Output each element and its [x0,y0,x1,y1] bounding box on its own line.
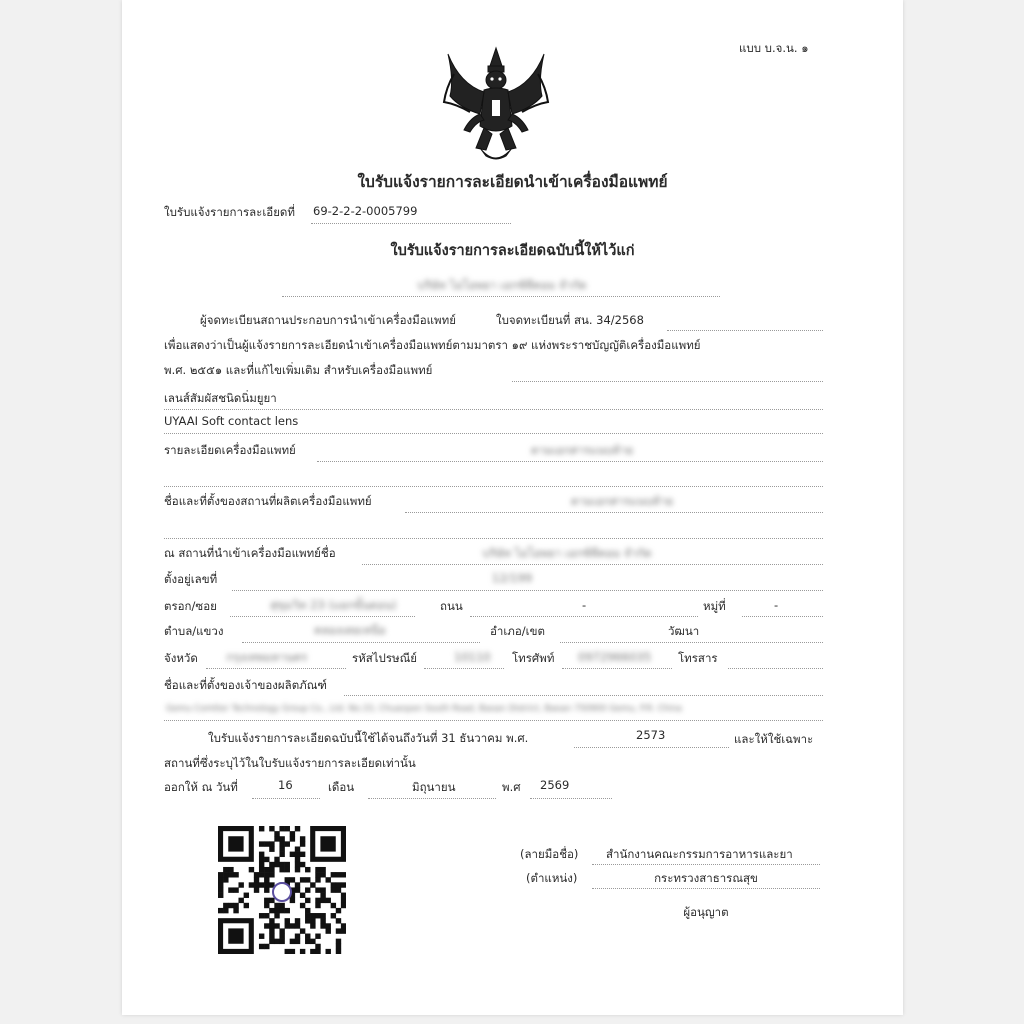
validity-line-2: สถานที่ซึ่งระบุไว้ในใบรับแจ้งรายการละเอียดเท่านั้น [164,756,416,770]
manufacturer-label: ชื่อและที่ตั้งของสถานที่ผลิตเครื่องมือแพทย์ [164,494,372,508]
district-value: วัฒนา [668,624,700,638]
license-number: ใบจดทะเบียนที่ สน. 34/2568 [496,313,644,327]
recipient-name: บริษัท ไอโอพยา เอกซ์พีคอม จำกัด [417,278,587,292]
subdistrict-label: ตำบล/แขวง [164,624,224,638]
province-label: จังหวัด [164,651,198,665]
ref-label: ใบรับแจ้งรายการละเอียดที่ [164,205,295,219]
import-site-value: บริษัท ไอโอพยา เอกซ์พีคอม จำกัด [482,546,652,560]
dotted-line [562,668,672,669]
month-label: เดือน [328,780,355,794]
road-value: - [582,598,587,612]
device-name: UYAAI Soft contact lens [164,414,299,428]
dotted-line [470,616,698,617]
dotted-line [574,747,729,748]
district-label: อำเภอ/เขต [490,624,545,638]
lane-label: ตรอก/ซอย [164,599,217,613]
dotted-line [742,616,823,617]
license-intro: ผู้จดทะเบียนสถานประกอบการนำเข้าเครื่องมือแพทย์ [200,313,456,327]
dotted-line [560,642,823,643]
import-site-label: ณ สถานที่นำเข้าเครื่องมือแพทย์ชื่อ [164,546,336,560]
dotted-line [206,668,346,669]
validity-text: ใบรับแจ้งรายการละเอียดฉบับนี้ใช้ได้จนถึงวันที่ 31 ธันวาคม พ.ศ. [208,731,529,745]
phone-value: 0972966035 [578,650,652,664]
dotted-line [344,695,823,696]
dotted-line [512,381,823,382]
position-label: (ตำแหน่ง) [526,871,578,885]
dotted-line [317,461,823,462]
moo-value: - [774,598,779,612]
postcode-value: 10110 [454,650,491,664]
dotted-line [232,590,823,591]
details-label: รายละเอียดเครื่องมือแพทย์ [164,443,296,457]
dotted-line [728,668,823,669]
ref-value: 69-2-2-2-0005799 [313,204,418,218]
dotted-line [530,798,612,799]
dotted-line [405,512,823,513]
document-title: ใบรับแจ้งรายการละเอียดนำเข้าเครื่องมือแพทย์ [357,173,668,191]
dotted-line [164,409,823,410]
subdistrict-value: คลองเตยเหนือ [314,623,386,637]
issued-year: 2569 [540,778,570,792]
fax-label: โทรสาร [678,651,718,665]
validity-suffix: และให้ใช้เฉพาะ [734,732,814,746]
dotted-line [311,223,511,224]
owner-label: ชื่อและที่ตั้งของเจ้าของผลิตภัณฑ์ [164,678,327,692]
dotted-line [164,720,823,721]
phone-label: โทรศัพท์ [512,651,555,665]
dotted-line [282,296,720,297]
dotted-line [368,798,496,799]
moo-label: หมู่ที่ [703,599,726,613]
signature-value: สำนักงานคณะกรรมการอาหารและยา [606,847,793,861]
issued-day: 16 [278,778,293,792]
dotted-line [592,864,820,865]
details-value: ตามเอกสารแนบท้าย [530,443,634,457]
dotted-line [592,888,820,889]
statute-line: เพื่อแสดงว่าเป็นผู้แจ้งรายการละเอียดนำเข้าเครื่องมือแพทย์ตามมาตรา ๑๙ แห่งพระราชบัญญัติเครื่องมือแพทย์ [164,338,701,352]
form-code: แบบ บ.จ.น. ๑ [739,41,809,55]
issued-label: ออกให้ ณ วันที่ [164,780,238,794]
road-label: ถนน [440,599,463,613]
qr-code-icon[interactable] [218,826,346,954]
dotted-line [164,433,823,434]
dotted-line [252,798,320,799]
dotted-line [362,564,823,565]
signature-label: (ลายมือชื่อ) [520,847,579,861]
dotted-line [242,642,480,643]
garuda-emblem-icon [440,44,552,168]
dotted-line [164,538,823,539]
approver-role: ผู้อนุญาต [683,905,729,919]
manufacturer-value: ตามเอกสารแนบท้าย [570,494,674,508]
address-no-value: 12/199 [491,571,533,585]
lane-value: สุขุมวิท 23 (แยกขั้นตอน) [270,598,397,612]
address-no-label: ตั้งอยู่เลขที่ [164,572,218,586]
owner-value: Gemu Comtter Technology Group Co., Ltd. No.33, Chuanpen South Road, Baoan District, Baoan 750900 Gemu, P.R. China [166,704,682,714]
statute-line-2: พ.ศ. ๒๕๕๑ และที่แก้ไขเพิ่มเติม สำหรับเครื่องมือแพทย์ [164,363,433,377]
dotted-line [667,330,823,331]
issued-to-heading: ใบรับแจ้งรายการละเอียดฉบับนี้ให้ไว้แก่ [390,243,635,259]
dotted-line [424,668,504,669]
document-page [122,0,903,1015]
issued-month: มิถุนายน [412,780,456,794]
year-label: พ.ศ [502,780,521,794]
province-value: กรุงเทพมหานคร [226,650,308,664]
device-type: เลนส์สัมผัสชนิดนิ่มยูยา [164,391,277,405]
postcode-label: รหัสไปรษณีย์ [352,651,418,665]
position-value: กระทรวงสาธารณสุข [654,871,758,885]
dotted-line [164,486,823,487]
validity-year: 2573 [636,728,666,742]
dotted-line [230,616,415,617]
